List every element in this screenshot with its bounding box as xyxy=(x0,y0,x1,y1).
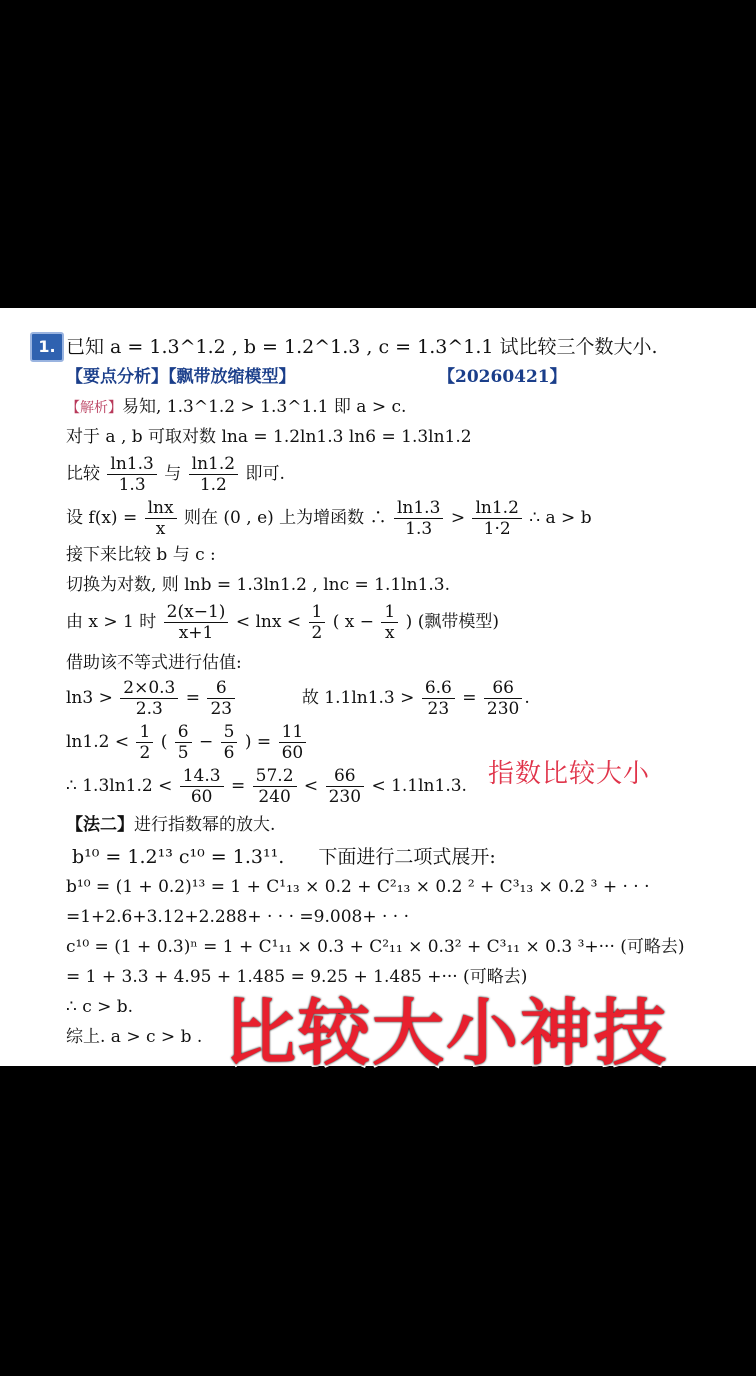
solution-line-2: 对于 a , b 可取对数 lna = 1.2ln1.3 ln6 = 1.3ln1.2 xyxy=(66,427,472,447)
solution-line-17: = 1 + 3.3 + 4.95 + 1.485 = 9.25 + 1.485 +··· (可略去) xyxy=(66,967,528,987)
tag-points: 【要点分析】【飘带放缩模型】 xyxy=(66,367,296,387)
fraction: $\frac{\ln 1.3}{1.3}$ xyxy=(394,498,443,539)
solution-line-4: 设 f(x) = $\frac{\ln x}{x}$ 则在 (0 , e) 上为增函数 ∴ $\frac{\ln 1.3}{1.3}$ > $\frac{\ln 1.2}{1\cdot 2}$ ∴ a > b xyxy=(66,498,592,539)
fraction: $\frac{2\times 0.3}{2.3}$ xyxy=(120,678,178,719)
solution-line-18: ∴ c > b. xyxy=(66,997,134,1017)
problem-statement: 已知 a = 1.3^1.2 , b = 1.2^1.3 , c = 1.3^1.1 试比较三个数大小. xyxy=(66,336,658,358)
fraction: $\frac{1}{2}$ xyxy=(136,722,153,763)
solution-line-6: 切换为对数, 则 lnb = 1.3ln1.2 , lnc = 1.1ln1.3. xyxy=(66,575,451,595)
jiexi-label: 【解析】 xyxy=(66,400,122,416)
fraction: $\frac{6}{5}$ xyxy=(175,722,192,763)
solution-line-13: b¹⁰ = 1.2¹³ c¹⁰ = 1.3¹¹. 下面进行二项式展开: xyxy=(72,846,496,868)
solution-line-7: 由 x > 1 时 $\frac{2(x-1)}{x+1}$ < lnx < $\frac{1}{2}$ ( x − $\frac{1}{x}$ ) (飘带模型) xyxy=(66,602,499,643)
fraction: $\frac{14.3}{60}$ xyxy=(180,766,224,807)
solution-line-16: c¹⁰ = (1 + 0.3)ⁿ = 1 + C¹₁₁ × 0.3 + C²₁₁ × 0.3² + C³₁₁ × 0.3 ³+··· (可略去) xyxy=(66,937,685,957)
document-page xyxy=(0,308,756,1066)
tag-date: 【20260421】 xyxy=(438,367,567,387)
fraction: $\frac{\ln 1.2}{1\cdot 2}$ xyxy=(472,498,521,539)
solution-line-15: =1+2.6+3.12+2.288+ · · · =9.008+ · · · xyxy=(66,907,409,927)
solution-line-14: b¹⁰ = (1 + 0.2)¹³ = 1 + C¹₁₃ × 0.2 + C²₁₃ × 0.2 ² + C³₁₃ × 0.2 ³ + · · · xyxy=(66,877,650,897)
solution-line-11: ∴ 1.3ln1.2 < $\frac{14.3}{60}$ = $\frac{57.2}{240}$ < $\frac{66}{230}$ < 1.1ln1.3. xyxy=(66,766,467,807)
fraction: $\frac{5}{6}$ xyxy=(221,722,238,763)
solution-line-1: 【解析】易知, 1.3^1.2 > 1.3^1.1 即 a > c. xyxy=(66,397,407,417)
fraction: $\frac{6.6}{23}$ xyxy=(422,678,455,719)
fraction: $\frac{\ln 1.3}{1.3}$ xyxy=(107,454,156,495)
solution-line-19: 综上. a > c > b . xyxy=(66,1027,203,1047)
tag-line xyxy=(66,366,567,388)
fraction: $\frac{66}{230}$ xyxy=(326,766,364,807)
solution-line-5: 接下来比较 b 与 c : xyxy=(66,545,216,565)
fraction: $\frac{\ln 1.2}{1.2}$ xyxy=(189,454,238,495)
solution-line-3: 比较 $\frac{\ln 1.3}{1.3}$ 与 $\frac{\ln 1.2}{1.2}$ 即可. xyxy=(66,454,285,495)
solution-line-9: ln3 > $\frac{2\times 0.3}{2.3}$ = $\frac{6}{23}$ 故 1.1ln1.3 > $\frac{6.6}{23}$ = $\frac{66}{230}$ . xyxy=(66,678,530,719)
fraction: $\frac{\ln x}{x}$ xyxy=(145,498,177,539)
video-caption: 比较大小神技 xyxy=(224,991,669,1075)
solution-line-10: ln1.2 < $\frac{1}{2}$ ( $\frac{6}{5}$ − $\frac{5}{6}$ ) = $\frac{11}{60}$ xyxy=(66,722,308,763)
solution-line-12: 【法二】进行指数幂的放大. xyxy=(66,815,276,835)
fraction: $\frac{6}{23}$ xyxy=(207,678,235,719)
fraction: $\frac{2(x-1)}{x+1}$ xyxy=(164,602,229,643)
problem-number-badge: 1. xyxy=(30,332,64,362)
fraction: $\frac{11}{60}$ xyxy=(279,722,307,763)
red-annotation: 指数比较大小 xyxy=(488,759,651,789)
fraction: $\frac{1}{2}$ xyxy=(309,602,326,643)
fraction: $\frac{66}{230}$ xyxy=(484,678,522,719)
fraction: $\frac{1}{x}$ xyxy=(381,602,398,643)
solution-line-8: 借助该不等式进行估值: xyxy=(66,653,242,673)
fraction: $\frac{57.2}{240}$ xyxy=(253,766,297,807)
